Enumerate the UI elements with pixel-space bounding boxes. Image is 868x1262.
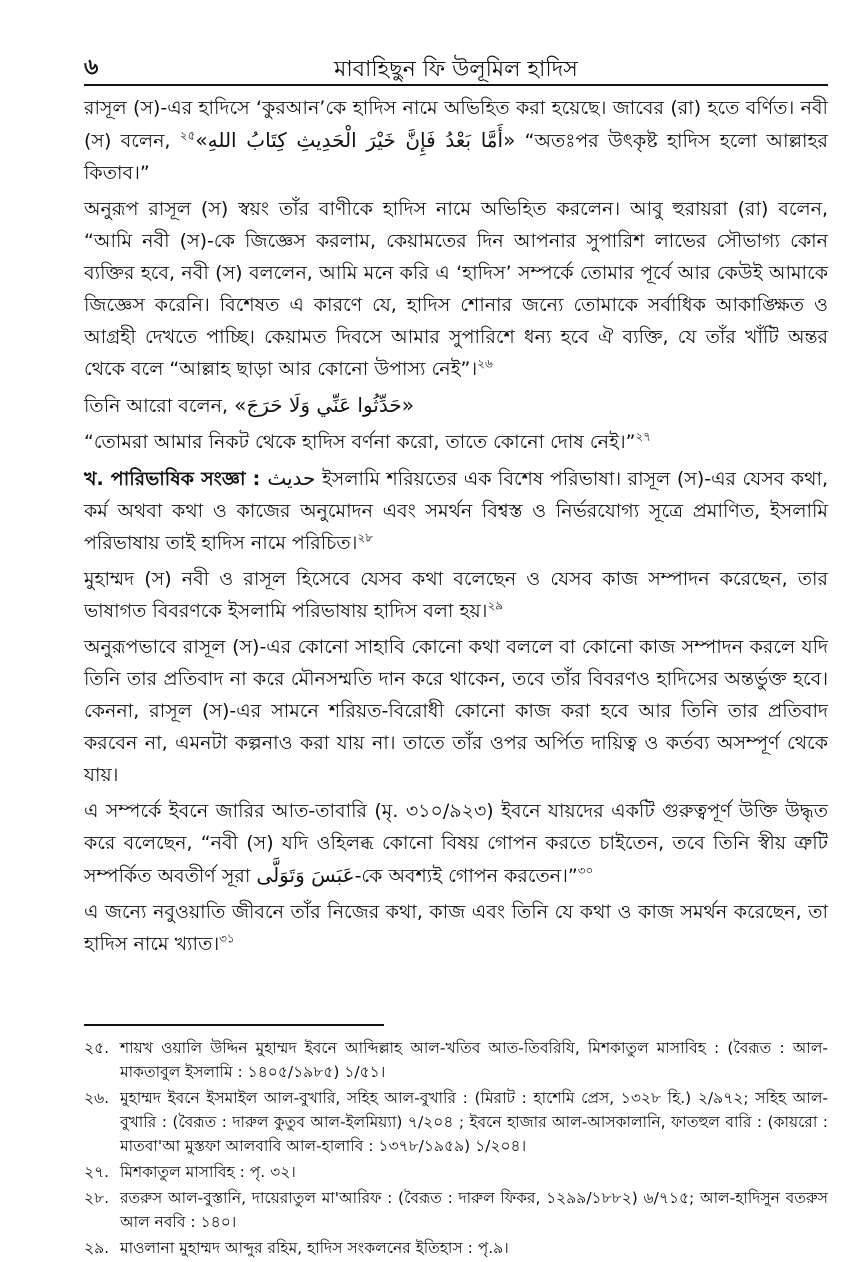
paragraph: অনুরূপভাবে রাসূল (স)-এর কোনো সাহাবি কোনো কথা বললে বা কোনো কাজ সম্পাদন করলে যদি তিনি তার প্রতিবাদ না করে মৌনসম্মতি দান করে থাকেন, তবে তাঁর বিবরণও হাদিসের অন্তর্ভুক্ত হবে। কেননা, রাসূল (স)-এর সামনে শরিয়ত-বিরোধী কোনো কাজ করা হবে আর তিনি তার প্রতিবাদ করবেন না, এমনটা কল্পনাও করা যায় না। তাতে তাঁর ওপর অর্পিত দায়িত্ব ও কর্তব্য অসম্পূর্ণ থেকে যায়। (84, 636, 828, 786)
paragraph: “তোমরা আমার নিকট থেকে হাদিস বর্ণনা করো, তাতে কোনো দোষ নেই।”$^{২৭}$ (84, 429, 652, 453)
body-text (84, 92, 828, 964)
footnote-ref: ২৬ (477, 356, 493, 371)
paragraph: তিনি আরো বলেন, «حَدِّثُوا عَنِّي وَلَا حَرَجَ» (84, 393, 414, 417)
paragraph: এ সম্পর্কে ইবনে জারির আত-তাবারি (মৃ. ৩১০/৯২৩) ইবনে যায়দের একটি গুরুত্বপূর্ণ উক্তি উদ্ধৃত করে বলেছেন, “নবী (স) যদি ওহিলব্ধ কোনো বিষয় গোপন করতে চাইতেন, তবে তিনি স্বীয় ত্রুটি সম্পর্কিত অবতীর্ণ সূরা عَبَسَ وَتَوَلَّى-কে অবশ্যই গোপন করতেন।”$^{৩০}$ (84, 800, 828, 887)
footnote: ২৯. মাওলানা মুহাম্মদ আব্দুর রহিম, হাদিস সংকলনের ইতিহাস : পৃ.৯। (84, 1239, 509, 1257)
paragraph: খ. পারিভাষিক সংজ্ঞা : حديث ইসলামি শরিয়তের এক বিশেষ পরিভাষা। রাসূল (স)-এর যেসব কথা, কর্ম অথবা কথা ও কাজের অনুমোদন এবং সমর্থন বিশ্বস্ত ও নির্ভরযোগ্য সূত্রে প্রমাণিত, ইসলামি পরিভাষায় তাই হাদিস নামে পরিচিত।$^{২৮}$ (84, 466, 828, 554)
footnote-ref: ২৭ (635, 429, 652, 444)
footnote-ref: ২৫ (179, 128, 196, 143)
footnote: ২৫. শায়খ ওয়ালি উদ্দিন মুহাম্মদ ইবনে আব্দিল্লাহ আল-খতিব আত-তিবরিযি, মিশকাতুল মাসাবিহ : (বৈরূত : আল-মাকতাবুল ইসলামি : ১৪০৫/১৯৮৫) ১/৫১। (84, 1039, 828, 1081)
arabic-surah: عَبَسَ وَتَوَلَّى (256, 863, 355, 887)
running-title: মাবাহিছুন ফি উলূমিল হাদিস (334, 57, 578, 82)
footnote-ref: ৩০ (577, 863, 594, 878)
footnote: ২৬. মুহাম্মদ ইবনে ইসমাইল আল-বুখারি, সহিহ আল-বুখারি : (মিরাট : হাশেমি প্রেস, ১৩২৮ হি.) ২/৯৭২; সহিহ আল-বুখারি : (বৈরূত : দারুল কুতুব আল-ইলমিয়্যা) ৭/২০৪ ; ইবনে হাজার আল-আসকালানি, ফাতহুল বারি : (কায়রো : মাতবা'আ মুস্তফা আলবাবি আল-হালাবি : ১৩৭৮/১৯৫৯) ১/২০৪। (84, 1089, 828, 1155)
footnote-ref: ২৯ (487, 598, 504, 613)
paragraph: অনুরূপ রাসূল (স) স্বয়ং তাঁর বাণীকে হাদিস নামে অভিহিত করলেন। আবু হুরায়রা (রা) বলেন, “আমি নবী (স)-কে জিজ্ঞেস করলাম, কেয়ামতের দিন আপনার সুপারিশ লাভের সৌভাগ্য কোন ব্যক্তির হবে, নবী (স) বললেন, আমি মনে করি এ ‘হাদিস’ সম্পর্কে তোমার পূর্বে আর কেউই আমাকে জিজ্ঞেস করেনি। বিশেষত এ কারণে যে, হাদিস শোনার জন্যে তোমাকে সর্বাধিক আকাঙ্ক্ষিত ও আগ্রহী দেখতে পাচ্ছি। কেয়ামত দিবসে আমার সুপারিশে ধন্য হবে ঐ ব্যক্তি, যে তাঁর খাঁটি অন্তর থেকে বলে “আল্লাহ ছাড়া আর কোনো উপাস্য নেই”।$^{২৬}$ (84, 198, 828, 380)
arabic-quote: «حَدِّثُوا عَنِّي وَلَا حَرَجَ» (234, 393, 414, 417)
arabic-quote: «أَمَّا بَعْدُ فَإِنَّ خَيْرَ الْحَدِيثِ كِتَابُ اللهِ» (195, 128, 516, 152)
paragraph: মুহাম্মদ (স) নবী ও রাসূল হিসেবে যেসব কথা বলেছেন ও যেসব কাজ সম্পাদন করেছেন, তার ভাষাগত বিবরণকে ইসলামি পরিভাষায় হাদিস বলা হয়।$^{২৯}$ (84, 568, 828, 622)
section-label: খ. পারিভাষিক সংজ্ঞা : (84, 468, 268, 490)
footnote-divider (84, 1024, 384, 1026)
page-number: ৬ (84, 55, 99, 80)
paragraph: রাসূল (স)-এর হাদিসে ‘কুরআন’কে হাদিস নামে অভিহিত করা হয়েছে। জাবের (রা) হতে বর্ণিত। নবী (স) বলেন, $^{২৫}$«أَمَّا بَعْدُ فَإِنَّ خَيْرَ الْحَدِيثِ كِتَابُ اللهِ» “অতঃপর উৎকৃষ্ট হাদিস হলো আল্লাহর কিতাব।” (84, 97, 828, 184)
footnote: ২৭. মিশকাতুল মাসাবিহ : পৃ. ৩২। (84, 1163, 296, 1181)
arabic-term: حديث (267, 466, 316, 490)
footnote-ref: ২৮ (357, 530, 374, 545)
footnotes (84, 1036, 828, 1262)
footnote: ২৮. রতরুস আল-বুস্তানি, দায়েরাতুল মা'আরিফ : (বৈরূত : দারুল ফিকর, ১২৯৯/১৮৮২) ৬/৭১৫; আল-হাদিসুন বতরুস আল নববি : ১৪০। (84, 1189, 828, 1231)
footnote-ref: ৩১ (219, 931, 235, 946)
page-header (84, 50, 828, 86)
paragraph: এ জন্যে নবুওয়াতি জীবনে তাঁর নিজের কথা, কাজ এবং তিনি যে কথা ও কাজ সমর্থন করেছেন, তা হাদিস নামে খ্যাত।$^{৩১}$ (84, 901, 828, 955)
